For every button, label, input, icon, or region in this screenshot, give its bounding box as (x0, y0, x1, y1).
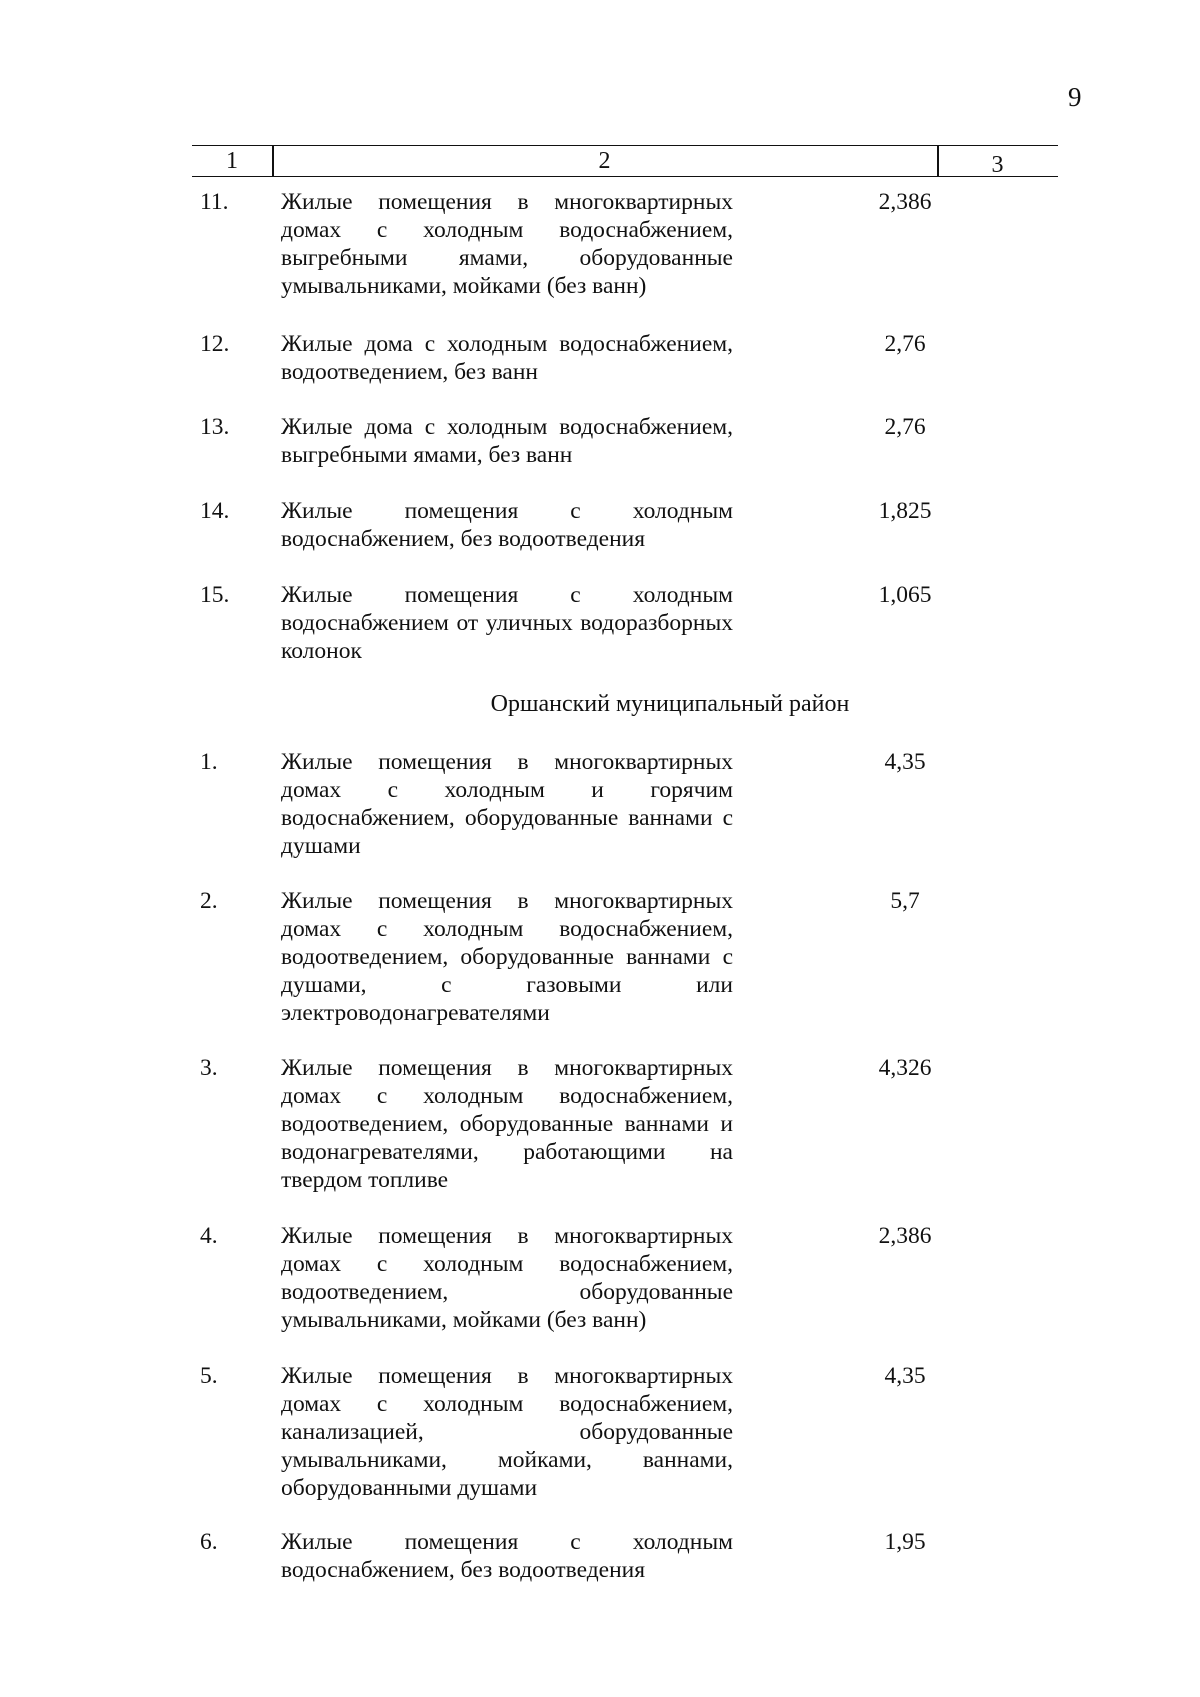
row-value: 2,386 (878, 1223, 932, 1249)
table-header (192, 145, 1058, 177)
row-description: Жилые помещения в многоквартирных домах с холодным водоснабжением, водоотведением, оборудованные ваннами с душами, с газовыми или электроводонагревателями (281, 888, 733, 1026)
row-description: Жилые помещения в многоквартирных домах с холодным и горячим водоснабжением, оборудованные ваннами с душами (281, 749, 733, 859)
row-value: 5,7 (890, 888, 920, 914)
column-header-1: 1 (226, 148, 238, 174)
row-number: 5. (200, 1363, 218, 1389)
row-description: Жилые помещения в многоквартирных домах с холодным водоснабжением, водоотведением, оборудованные умывальниками, мойками (без ванн) (281, 1223, 733, 1333)
row-value: 2,386 (878, 189, 932, 215)
row-description: Жилые помещения в многоквартирных домах с холодным водоснабжением, водоотведением, оборудованные ваннами и водонагревателями, работающими на твердом топливе (281, 1055, 733, 1193)
row-value: 1,065 (878, 582, 932, 608)
section-title: Оршанский муниципальный район (490, 691, 850, 717)
row-description: Жилые помещения в многоквартирных домах с холодным водоснабжением, выгребными ямами, оборудованные умывальниками, мойками (без ванн) (281, 189, 733, 299)
row-value: 1,95 (884, 1529, 926, 1555)
row-description: Жилые дома с холодным водоснабжением, водоотведением, без ванн (281, 331, 733, 385)
row-number: 13. (200, 414, 230, 440)
row-description: Жилые помещения с холодным водоснабжением, без водоотведения (281, 498, 733, 552)
row-description: Жилые дома с холодным водоснабжением, выгребными ямами, без ванн (281, 414, 733, 468)
row-description: Жилые помещения с холодным водоснабжением от уличных водоразборных колонок (281, 582, 733, 664)
page-number: 9 (1068, 82, 1082, 112)
row-value: 4,326 (878, 1055, 932, 1081)
row-number: 2. (200, 888, 218, 914)
row-number: 6. (200, 1529, 218, 1555)
row-value: 4,35 (884, 749, 926, 775)
row-value: 4,35 (884, 1363, 926, 1389)
row-number: 11. (200, 189, 229, 215)
row-description: Жилые помещения в многоквартирных домах с холодным водоснабжением, канализацией, оборудованные умывальниками, мойками, ваннами, оборудованными душами (281, 1363, 733, 1501)
row-value: 1,825 (878, 498, 932, 524)
row-description: Жилые помещения с холодным водоснабжением, без водоотведения (281, 1529, 733, 1583)
row-number: 1. (200, 749, 218, 775)
row-number: 3. (200, 1055, 218, 1081)
row-value: 2,76 (884, 331, 926, 357)
column-header-3: 3 (991, 152, 1004, 178)
row-number: 4. (200, 1223, 218, 1249)
column-header-2: 2 (598, 148, 611, 174)
row-number: 12. (200, 331, 230, 357)
row-value: 2,76 (884, 414, 926, 440)
row-number: 14. (200, 498, 230, 524)
row-number: 15. (200, 582, 230, 608)
